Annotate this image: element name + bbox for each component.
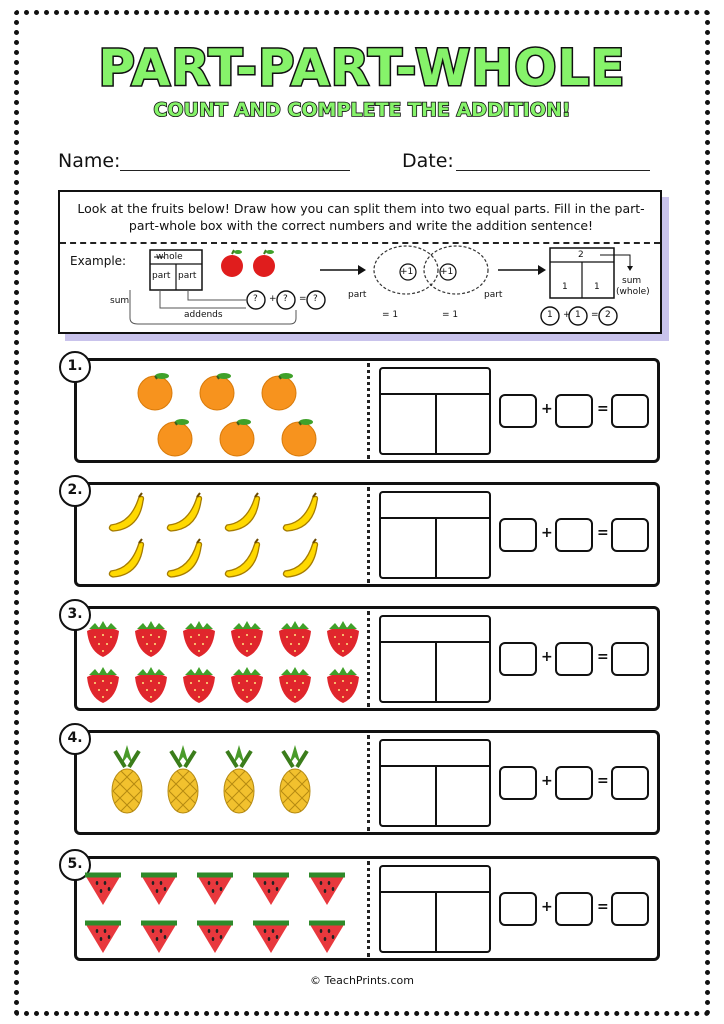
problem-number: 2. — [59, 475, 91, 507]
addend-1-box[interactable] — [499, 766, 537, 800]
fruit-group — [77, 609, 365, 708]
addend-2-box[interactable] — [555, 518, 593, 552]
equals-sign: = — [597, 401, 609, 417]
example-apple-icon — [221, 250, 275, 277]
example-part-text-2: part — [484, 290, 503, 300]
problem-row-5 — [67, 856, 660, 961]
addend-1-box[interactable] — [499, 518, 537, 552]
example-part-value-2: 1 — [594, 282, 600, 292]
fruit-group — [77, 361, 365, 460]
sum-box[interactable] — [611, 892, 649, 926]
strawberry-icon — [135, 667, 167, 703]
part-part-whole-box[interactable] — [379, 865, 491, 953]
orange-icon — [220, 419, 254, 456]
example-part-text-1: part — [348, 290, 367, 300]
watermelon-icon — [85, 875, 121, 905]
instructions-box — [58, 190, 662, 334]
plus-sign: + — [541, 899, 553, 915]
fruit-group — [77, 485, 365, 584]
banana-icon — [109, 493, 143, 531]
ppw-vertical-line — [435, 517, 437, 579]
banana-icon — [225, 493, 259, 531]
banana-icon — [283, 539, 317, 577]
pineapple-icon — [168, 745, 198, 813]
addend-1-box[interactable] — [499, 394, 537, 428]
watermelon-icon — [85, 923, 121, 953]
strawberry-icon — [87, 667, 119, 703]
addend-2-box[interactable] — [555, 892, 593, 926]
orange-icon — [282, 419, 316, 456]
watermelon-icon — [141, 923, 177, 953]
strawberry-icon — [231, 621, 263, 657]
example-eq-equals: = — [591, 310, 599, 320]
banana-icon — [167, 493, 201, 531]
equals-sign: = — [597, 525, 609, 541]
watermelon-icon — [141, 875, 177, 905]
addend-2-box[interactable] — [555, 642, 593, 676]
strawberry-icon — [231, 667, 263, 703]
banana-icon — [225, 539, 259, 577]
problem-row-4 — [67, 730, 660, 835]
watermelon-icon — [309, 923, 345, 953]
row-divider — [367, 735, 370, 831]
example-eq-b: 1 — [575, 310, 581, 320]
example-q-2: ? — [283, 294, 288, 304]
date-field[interactable] — [456, 170, 650, 171]
problem-number: 4. — [59, 723, 91, 755]
orange-icon — [262, 373, 296, 410]
example-equals: = — [299, 294, 307, 304]
problem-row-1 — [67, 358, 660, 463]
row-divider — [367, 363, 370, 459]
equals-sign: = — [597, 773, 609, 789]
watermelon-icon — [253, 923, 289, 953]
problem-row-2 — [67, 482, 660, 587]
part-part-whole-box[interactable] — [379, 367, 491, 455]
example-plus: + — [269, 294, 277, 304]
example-whole-text: (whole) — [616, 287, 650, 297]
banana-icon — [283, 493, 317, 531]
part-part-whole-box[interactable] — [379, 615, 491, 703]
watermelon-icon — [309, 875, 345, 905]
footer-copyright: © TeachPrints.com — [310, 974, 414, 987]
plus-sign: + — [541, 401, 553, 417]
strawberry-icon — [279, 621, 311, 657]
example-part-label-2: part — [178, 271, 197, 281]
strawberry-icon — [135, 621, 167, 657]
example-equals-one-2: = 1 — [442, 310, 459, 320]
example-sum-text: sum — [622, 276, 642, 286]
fruit-group — [77, 733, 365, 832]
strawberry-icon — [183, 621, 215, 657]
example-whole-value: 2 — [578, 250, 584, 260]
row-divider — [367, 611, 370, 707]
sum-box[interactable] — [611, 642, 649, 676]
row-divider — [367, 861, 370, 957]
strawberry-icon — [327, 621, 359, 657]
sum-box[interactable] — [611, 766, 649, 800]
equals-sign: = — [597, 899, 609, 915]
strawberry-icon — [87, 621, 119, 657]
pineapple-icon — [280, 745, 310, 813]
example-part-label-1: part — [152, 271, 171, 281]
problem-number: 5. — [59, 849, 91, 881]
watermelon-icon — [253, 875, 289, 905]
addend-1-box[interactable] — [499, 892, 537, 926]
example-sum-label: sum — [110, 296, 130, 306]
strawberry-icon — [327, 667, 359, 703]
orange-icon — [138, 373, 172, 410]
fruit-group — [77, 859, 365, 958]
example-plus-one-1: +1 — [400, 267, 414, 277]
example-eq-a: 1 — [547, 310, 553, 320]
addend-2-box[interactable] — [555, 766, 593, 800]
orange-icon — [158, 419, 192, 456]
part-part-whole-box[interactable] — [379, 491, 491, 579]
equals-sign: = — [597, 649, 609, 665]
date-label: Date: — [402, 150, 454, 172]
row-divider — [367, 487, 370, 583]
example-addends-label: addends — [184, 310, 223, 320]
plus-sign: + — [541, 525, 553, 541]
page-subtitle: COUNT AND COMPLETE THE ADDITION! — [153, 99, 571, 121]
orange-icon — [200, 373, 234, 410]
strawberry-icon — [183, 667, 215, 703]
pineapple-icon — [112, 745, 142, 813]
name-label: Name: — [58, 150, 121, 172]
instructions-text: Look at the fruits below! Draw how you can split them into two equal parts. Fill in the part-part-whole box with the correct numbers and write the addition sentence! — [77, 201, 645, 233]
addend-2-box[interactable] — [555, 394, 593, 428]
plus-sign: + — [541, 649, 553, 665]
problem-number: 3. — [59, 599, 91, 631]
problem-number: 1. — [59, 351, 91, 383]
plus-sign: + — [541, 773, 553, 789]
ppw-vertical-line — [435, 891, 437, 953]
watermelon-icon — [197, 875, 233, 905]
example-part-value-1: 1 — [562, 282, 568, 292]
name-field[interactable] — [120, 170, 350, 171]
problem-row-3 — [67, 606, 660, 711]
strawberry-icon — [279, 667, 311, 703]
ppw-vertical-line — [435, 641, 437, 703]
pineapple-icon — [224, 745, 254, 813]
example-q-3: ? — [313, 294, 318, 304]
example-eq-plus: + — [563, 310, 571, 320]
sum-box[interactable] — [611, 518, 649, 552]
sum-box[interactable] — [611, 394, 649, 428]
page-title: PART-PART-WHOLE — [98, 39, 626, 97]
banana-icon — [167, 539, 201, 577]
example-whole-label: whole — [156, 252, 183, 262]
banana-icon — [109, 539, 143, 577]
example-q-1: ? — [253, 294, 258, 304]
example-eq-c: 2 — [605, 310, 611, 320]
addend-1-box[interactable] — [499, 642, 537, 676]
ppw-vertical-line — [435, 393, 437, 455]
example-label: Example: — [70, 254, 127, 268]
example-plus-one-2: +1 — [440, 267, 454, 277]
example-equals-one-1: = 1 — [382, 310, 399, 320]
watermelon-icon — [197, 923, 233, 953]
part-part-whole-box[interactable] — [379, 739, 491, 827]
ppw-vertical-line — [435, 765, 437, 827]
